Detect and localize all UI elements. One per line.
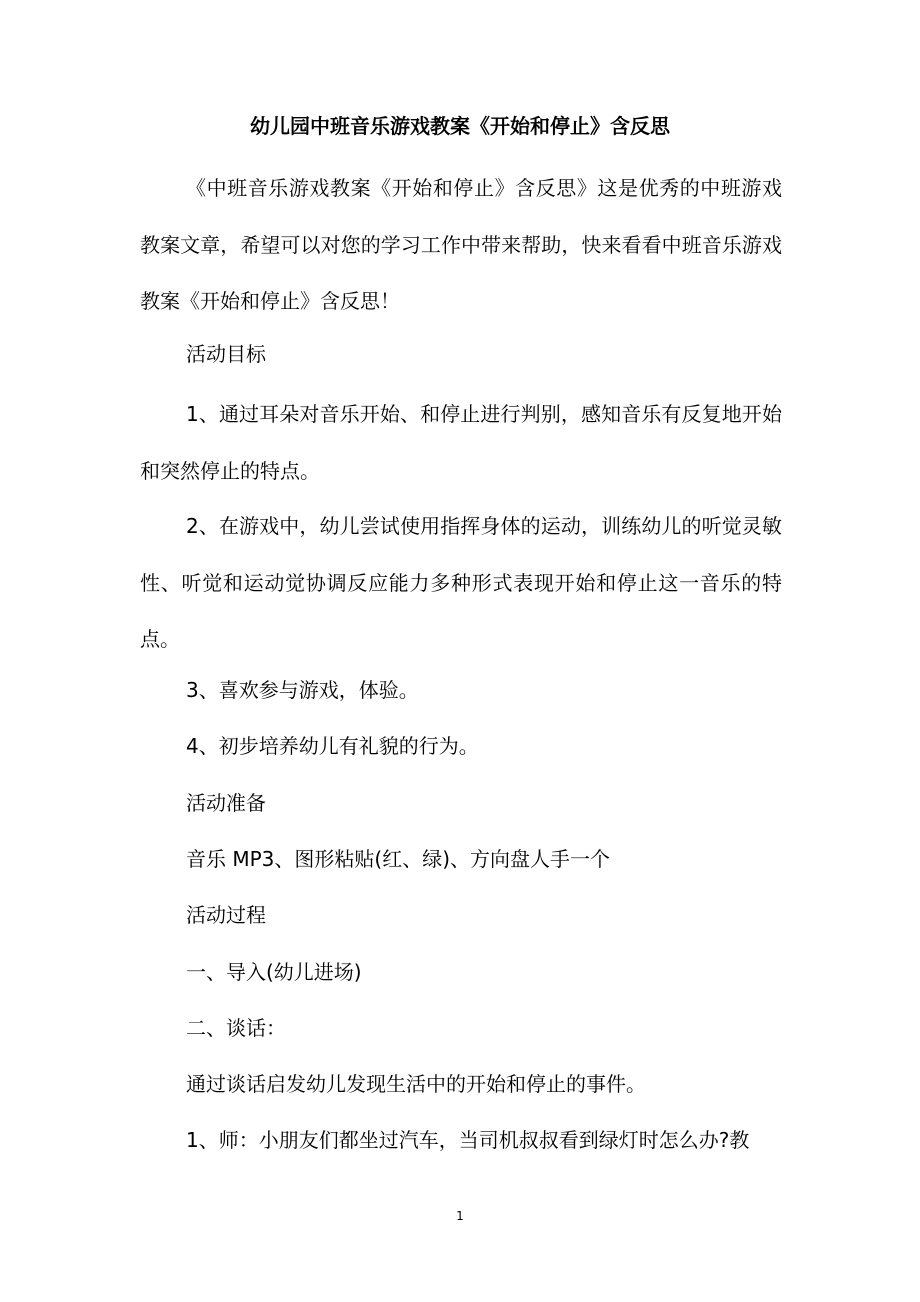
goals-heading: 活动目标 — [186, 342, 266, 366]
step-2-question-1: 1、师：小朋友们都坐过汽车，当司机叔叔看到绿灯时怎么办?教 — [186, 1128, 750, 1152]
goal-item-3: 3、喜欢参与游戏，体验。 — [186, 678, 419, 702]
goal-item-4: 4、初步培养幼儿有礼貌的行为。 — [186, 734, 479, 758]
process-heading: 活动过程 — [186, 903, 266, 927]
step-2: 二、谈话： — [186, 1016, 286, 1040]
document-title: 幼儿园中班音乐游戏教案《开始和停止》含反思 — [250, 114, 670, 138]
page-number: 1 — [456, 1209, 464, 1223]
goal-item-2: 2、在游戏中，幼儿尝试使用指挥身体的运动，训练幼儿的听觉灵敏性、听觉和运动觉协调反应能力多种形式表现开始和停止这一音乐的特点。 — [140, 514, 782, 651]
prep-text: 音乐 MP3、图形粘贴(红、绿)、方向盘人手一个 — [186, 847, 611, 871]
intro-paragraph: 《中班音乐游戏教案《开始和停止》含反思》这是优秀的中班游戏教案文章，希望可以对您的学习工作中带来帮助，快来看看中班音乐游戏教案《开始和停止》含反思！ — [140, 176, 782, 313]
prep-heading: 活动准备 — [186, 791, 266, 815]
goal-item-1: 1、通过耳朵对音乐开始、和停止进行判别，感知音乐有反复地开始和突然停止的特点。 — [140, 402, 782, 483]
step-1: 一、导入(幼儿进场) — [186, 960, 362, 984]
step-2-text: 通过谈话启发幼儿发现生活中的开始和停止的事件。 — [186, 1072, 646, 1096]
